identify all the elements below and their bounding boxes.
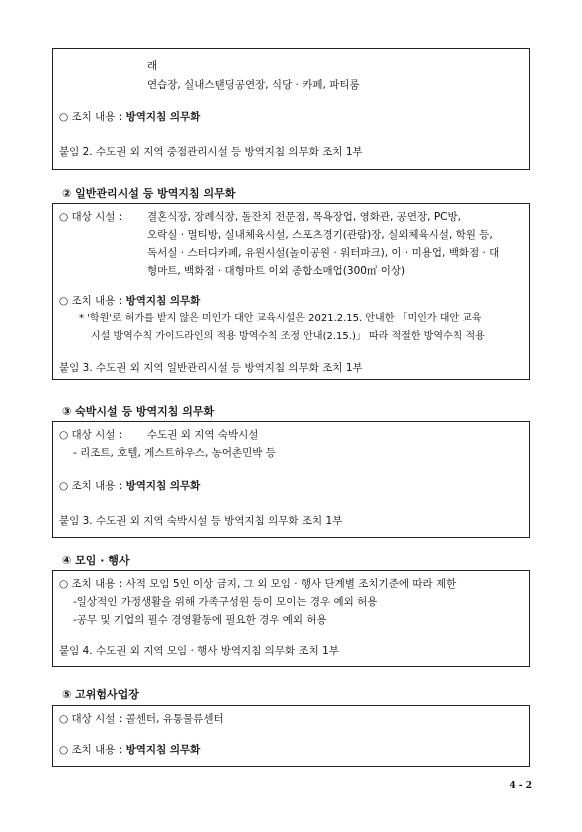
measure-value: 방역지침 의무화 (125, 111, 201, 123)
measure-line: ○ 조치 내용 : 사적 모임 5인 이상 금지, 그 외 모임 · 행사 단계별 조치기준에 따라 제한 (59, 578, 457, 590)
section3-heading: ③ 숙박시설 등 방역지침 의무화 (62, 405, 215, 418)
attachment-line: 붙임 3. 수도권 외 지역 숙박시설 등 방역지침 의무화 조치 1부 (59, 515, 343, 527)
target-line: 오락실 · 멀티방, 실내체육시설, 스포츠경기(관람)장, 실외체육시설, 학원 등, (147, 229, 493, 241)
measure-value: 방역지침 의무화 (125, 295, 201, 307)
target-continuation-line: 연습장, 실내스탠딩공연장, 식당 · 카페, 파티룸 (147, 79, 360, 91)
note-line: * '학원'로 허가를 받지 않은 미인가 대안 교육시설은 2021.2.15. 안내한 「미인가 대안 교육 (79, 313, 482, 324)
measure-row (59, 743, 200, 757)
section1-box (52, 48, 530, 170)
target-line: 형마트, 백화점 · 대형마트 이외 종합소매업(300㎡ 이상) (147, 265, 406, 277)
measure-label: ○ 조치 내용 : (59, 480, 123, 492)
measure-row (59, 294, 200, 308)
attachment-line: 붙임 4. 수도권 외 지역 모임 · 행사 방역지침 의무화 조치 1부 (59, 645, 339, 657)
section2-box (52, 203, 530, 380)
sub-line: -공무 및 기업의 필수 경영활동에 필요한 경우 예외 허용 (73, 614, 327, 626)
note-line: 시설 방역수칙 가이드라인의 적용 방역수칙 조정 안내(2.15.)」 따라 적절한 방역수칙 적용 (91, 331, 485, 342)
target-label: ○ 대상 시설 : (59, 211, 123, 223)
attachment-line: 붙임 3. 수도권 외 지역 일반관리시설 등 방역지침 의무화 조치 1부 (59, 362, 363, 374)
section4-box (52, 570, 530, 667)
section3-box (52, 421, 530, 538)
measure-value: 방역지침 의무화 (125, 480, 201, 492)
target-label: ○ 대상 시설 : (59, 429, 123, 441)
measure-label: ○ 조치 내용 : (59, 111, 123, 123)
target-value: 콜센터, 유통물류센터 (125, 713, 224, 725)
measure-label: ○ 조치 내용 : (59, 295, 123, 307)
target-value: 수도권 외 지역 숙박시설 (147, 429, 259, 441)
page-number: 4 - 2 (509, 781, 532, 791)
target-row (59, 712, 224, 726)
sub-line: -일상적인 가정생활을 위해 가족구성원 등이 모이는 경우 예외 허용 (73, 596, 378, 608)
measure-label: ○ 조치 내용 : (59, 744, 123, 756)
section5-heading: ⑤ 고위험사업장 (62, 688, 139, 701)
target-label: ○ 대상 시설 : (59, 713, 123, 725)
section2-heading: ② 일반관리시설 등 방역지침 의무화 (62, 187, 236, 200)
target-line: 독서실 · 스터디카페, 유원시설(놀이공원 · 워터파크), 이 · 미용업, 백화점 · 대 (147, 247, 500, 259)
section4-heading: ④ 모임 · 행사 (62, 554, 130, 567)
section5-box (52, 705, 530, 767)
measure-row (59, 110, 200, 124)
measure-value: 방역지침 의무화 (125, 744, 201, 756)
attachment-line: 붙임 2. 수도권 외 지역 중점관리시설 등 방역지침 의무화 조치 1부 (59, 146, 363, 158)
measure-row (59, 479, 200, 493)
target-line: 결혼식장, 장례식장, 돌잔치 전문점, 목욕장업, 영화관, 공연장, PC방, (147, 211, 461, 223)
target-continuation-line: 래 (147, 60, 158, 72)
target-sub: - 리조트, 호텔, 게스트하우스, 농어촌민박 등 (73, 447, 276, 459)
